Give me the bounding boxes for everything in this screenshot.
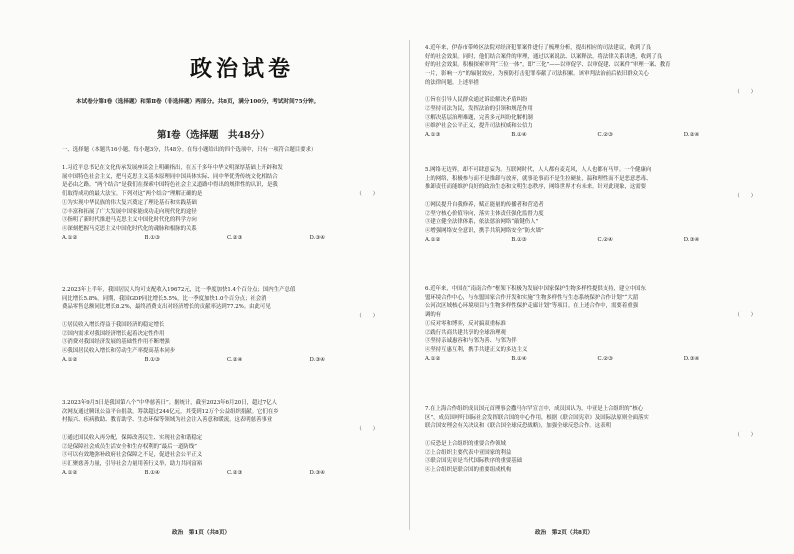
q5-option: ②坚守核心价值导向，落实主体责任强化监督力度 [425, 210, 544, 217]
question-3 [62, 399, 392, 477]
answer-paren: （ ） [356, 191, 378, 198]
q1-stem-line: 是必由之路。“两个结合”是我们在探索中国特色社会主义道路中得出的规律性的认识，是我 [62, 182, 278, 189]
q2-option: ③消费对我国经济发展的基础性作用不断增强 [62, 339, 170, 346]
page-footer: 政治 第2页（共8页） [535, 530, 594, 536]
q2-stem-line: 费品零售总额同比增长8.2%，最终消费支出对经济增长的贡献率达到77.2%。由此可见 [62, 304, 271, 311]
q1-stem-line: 们取得成功的最大法宝。下列对这“两个结合”理解正确的是 [62, 191, 203, 198]
q2-option: ④我国居民收入增长和劳动生产率提高基本同步 [62, 347, 176, 354]
q7-stem-line: 联合国安理会有关决议和《联合国全球反恐战略》，加强全球反恐合作。这表明 [425, 423, 611, 430]
q1-option: ④深刻把握马克思主义中国化时代化的魂脉和根脉的关系 [62, 225, 197, 232]
q6-answers [425, 355, 770, 364]
answer-choice-b[interactable]: B.①④ [511, 355, 527, 362]
q6-option: ③坚持亲诚惠容和与邻为善、与邻为伴 [425, 338, 517, 345]
page-divider [409, 40, 410, 530]
answer-choice-c[interactable]: C.②③ [227, 234, 243, 241]
answer-choice-a[interactable]: A.①② [62, 469, 78, 476]
answer-choice-d[interactable]: D.③④ [309, 469, 326, 476]
answer-choice-d[interactable]: D.③④ [309, 356, 326, 363]
q3-option: ④汇聚慈善力量，引导社会力量用善行义举，助力共同富裕 [62, 460, 203, 467]
q1-option: ③指明了新时代推进马克思主义中国化时代化的科学方向 [62, 217, 197, 224]
answer-choice-a[interactable]: A.①② [425, 355, 441, 362]
q6-option: ①反对零和博弈，反对搞双重标准 [425, 320, 506, 327]
answer-choice-b[interactable]: B.①③ [144, 234, 160, 241]
q3-stem-line: 村振兴、疾病救助、教育助学、生态环保等领域为社会注入善意和暖流。这表明慈善事业 [62, 417, 273, 424]
q7-stem-line: 7.在上海合作组织成员国元首理事会撒马尔罕宣言中，成员国认为，中亚是上合组织的“核心 [425, 406, 644, 412]
answer-choice-c[interactable]: C.②④ [227, 356, 243, 363]
answer-paren: （ ） [734, 88, 756, 95]
page-footer: 政治 第1页（共8页） [172, 530, 231, 536]
q1-stem-line: 1.习近平总书记在文化传承发展座谈会上明确指出，在五千多年中华文明深厚基础上开辟和发 [62, 165, 283, 171]
q1-option: ②丰富和拓展了广大发展中国家能成功走向现代化的途径 [62, 208, 197, 215]
q7-option: ④上合组织是联合国的重要组成机构 [425, 466, 512, 473]
q7-stem-line: 区”，成员国呼吁国际社会发挥联合国的中心作用，根据《联合国宪章》及国际法原则全面落实 [425, 414, 649, 421]
answer-choice-a[interactable]: A.①③ [425, 132, 441, 139]
answer-paren: （ ） [356, 313, 378, 320]
q5-stem-line: 推卸责任而能维护良好的政治生态和文明生态秩序，网络世界才有未来。针对此现象，这需要 [425, 184, 647, 191]
q4-answers [425, 131, 770, 140]
q3-option: ②是保障社会成员生活安全和生存权利的“最后一道防线” [62, 443, 197, 450]
q5-answers [425, 236, 770, 245]
answer-choice-d[interactable]: D.③④ [683, 355, 700, 362]
exam-title: 政治试卷 [190, 56, 295, 82]
q4-option: ②坚持司法为民，发挥法治的引领和规范作用 [425, 105, 533, 112]
q2-stem-line: 2.2023年上半年，我国居民人均可支配收入19672元，比一季度加快1.4个百分点；国内生产总值 [62, 287, 296, 293]
answer-choice-c[interactable]: C.②③ [597, 132, 613, 139]
answer-choice-c[interactable]: C.②③ [227, 469, 243, 476]
question-5 [425, 166, 770, 244]
q4-option: ④维护社会公平正义，提升司法权威和公信力 [425, 123, 533, 130]
question-4 [425, 44, 770, 140]
answer-choice-b[interactable]: B.①④ [511, 132, 527, 139]
answer-choice-d[interactable]: D.③④ [309, 234, 326, 241]
q2-answers [62, 356, 392, 365]
q7-option: ②上合组织主要代表中亚国家的利益 [425, 449, 512, 456]
q6-stem-line: 调的有 [425, 312, 442, 319]
exam-note: 本试卷分第Ⅰ卷（选择题）和第Ⅱ卷（非选择题）两部分。共8页，满分100分，考试时间75分钟。 [76, 99, 320, 105]
q5-stem-line: 上的网络，积极参与而不是推卸与放弃，就事论事而不是生拉硬扯，温和理性而不是恶意恶毒、 [425, 175, 652, 182]
answer-paren: （ ） [734, 193, 756, 200]
q3-option: ①通过国民收入再分配，保障改善民生、实现社会和谐稳定 [62, 434, 203, 441]
q6-stem-line: 公河次区域核心环境项目与生物多样性保护走廊计划”等项目。在上述合作中，需要着重强 [425, 303, 638, 310]
answer-choice-c[interactable]: C.②③ [597, 355, 613, 362]
left-page [62, 0, 392, 554]
q5-option: ③建立健全法律体系，依法惩治网络“敲键伤人” [425, 219, 539, 226]
q3-stem-line: 3.2023年9月5日是我国第八个“中华慈善日”。据统计，截至2023年6月20日，超过7亿人 [62, 400, 277, 406]
answer-choice-b[interactable]: B.①③ [144, 356, 160, 363]
q2-option: ②国内需求对我国经济增长起着决定性作用 [62, 330, 165, 337]
answer-choice-a[interactable]: A.①② [425, 236, 441, 243]
q4-stem-line: 好的社会效果。同时，他们结合案件的审理，通过以案说法、以案释法，将法律关系讲透，收到了良 [425, 53, 663, 60]
q5-option: ④增强网络安全意识，携手共筑网络安全“防火墙” [425, 227, 544, 234]
q6-stem-line: 6.近年来，中国在“南南合作”框架下积极为发展中国家保护生物多样性提供支持，建立中国东 [425, 286, 646, 292]
answer-choice-a[interactable]: A.①② [62, 234, 78, 241]
question-7 [425, 405, 770, 475]
q4-stem-line: 的法律问题。上述举措 [425, 79, 479, 86]
question-1 [62, 164, 392, 242]
answer-choice-c[interactable]: C.②④ [597, 236, 613, 243]
q4-option: ①旨在引导人民群众通过诉讼解决矛盾纠纷 [425, 97, 528, 104]
q4-stem-line: 4.近年来，伊春市带岭区法院对经济犯罪案件进行了梳理分析，提出相应的司法建议，收到了良 [425, 45, 652, 51]
q2-stem-line: 同比增长5.8%。同期，我国GDP同比增长5.5%，比一季度加快1.0个百分点；社会消 [62, 295, 267, 302]
q4-option: ③解决基层治理难题，完善多元纠纷化解机制 [425, 114, 533, 121]
answer-choice-b[interactable]: B.①④ [144, 469, 160, 476]
question-6 [425, 285, 770, 363]
answer-choice-a[interactable]: A.①② [62, 356, 78, 363]
q7-option: ③联合国宪章是当代国际秩序的重要基础 [425, 458, 523, 465]
answer-choice-d[interactable]: D.②④ [683, 132, 700, 139]
answer-paren: （ ） [734, 312, 756, 319]
right-page [425, 0, 770, 554]
q4-stem-line: 一片，影响一方”的辐射效应，为预防打击犯罪奉献了司法积累。该审判法治前后依旧群众关心 [425, 71, 649, 78]
q5-option: ①网民提升自我修养，赋正能量的传播者和营造者 [425, 201, 544, 208]
question-2 [62, 286, 392, 364]
q6-option: ②践行共商共建共享的全球治理观 [425, 329, 506, 336]
q1-answers [62, 234, 392, 243]
q5-stem-line: 5.网络无边界，却不可肆意妄为。互联网时代，人人都有麦克风，人人也都有马甲。一个健康向 [425, 167, 652, 173]
q6-stem-line: 盟环境合作中心，与东盟国家合作开发和实施“生物多样性与生态系统保护合作计划”“大湄 [425, 294, 639, 301]
q4-stem-line: 好的社会效果。积极探索审判“三位一体”，即“三化”——以审促学、以审促建、以案件“审理一案、教育 [425, 62, 671, 69]
answer-choice-b[interactable]: B.①③ [511, 236, 527, 243]
answer-paren: （ ） [356, 426, 378, 433]
q3-option: ③可以有效地弥补政府社会保障之不足，促进社会公平正义 [62, 452, 203, 459]
answer-paren: （ ） [734, 432, 756, 439]
q3-answers [62, 469, 392, 478]
answer-choice-d[interactable]: D.③④ [683, 236, 700, 243]
q6-option: ④坚持互惠互利，携手共建正义的多边主义 [425, 346, 528, 353]
q2-option: ①居民收入增长得益于我国经济的稳定增长 [62, 321, 165, 328]
q7-option: ①反恐是上合组织的重要合作领域 [425, 440, 506, 447]
instructions: 一、选择题（本题共16小题，每小题3分，共48分。在每小题给出的四个选项中，只有一项符合题目要求） [62, 147, 317, 153]
q1-stem-line: 展中国特色社会主义，把马克思主义基本原理同中国具体实际、同中华优秀传统文化相结合 [62, 173, 278, 180]
q1-option: ①为实现中华民族的伟大复兴奠定了理论基石和实践基础 [62, 199, 197, 206]
q3-stem-line: 次网友通过腾讯公益平台捐款，筹款超过244亿元，其受到12万个公益组织捐献。它们在乡 [62, 408, 279, 415]
section-heading: 第Ⅰ卷（选择题 共48分） [157, 130, 270, 141]
